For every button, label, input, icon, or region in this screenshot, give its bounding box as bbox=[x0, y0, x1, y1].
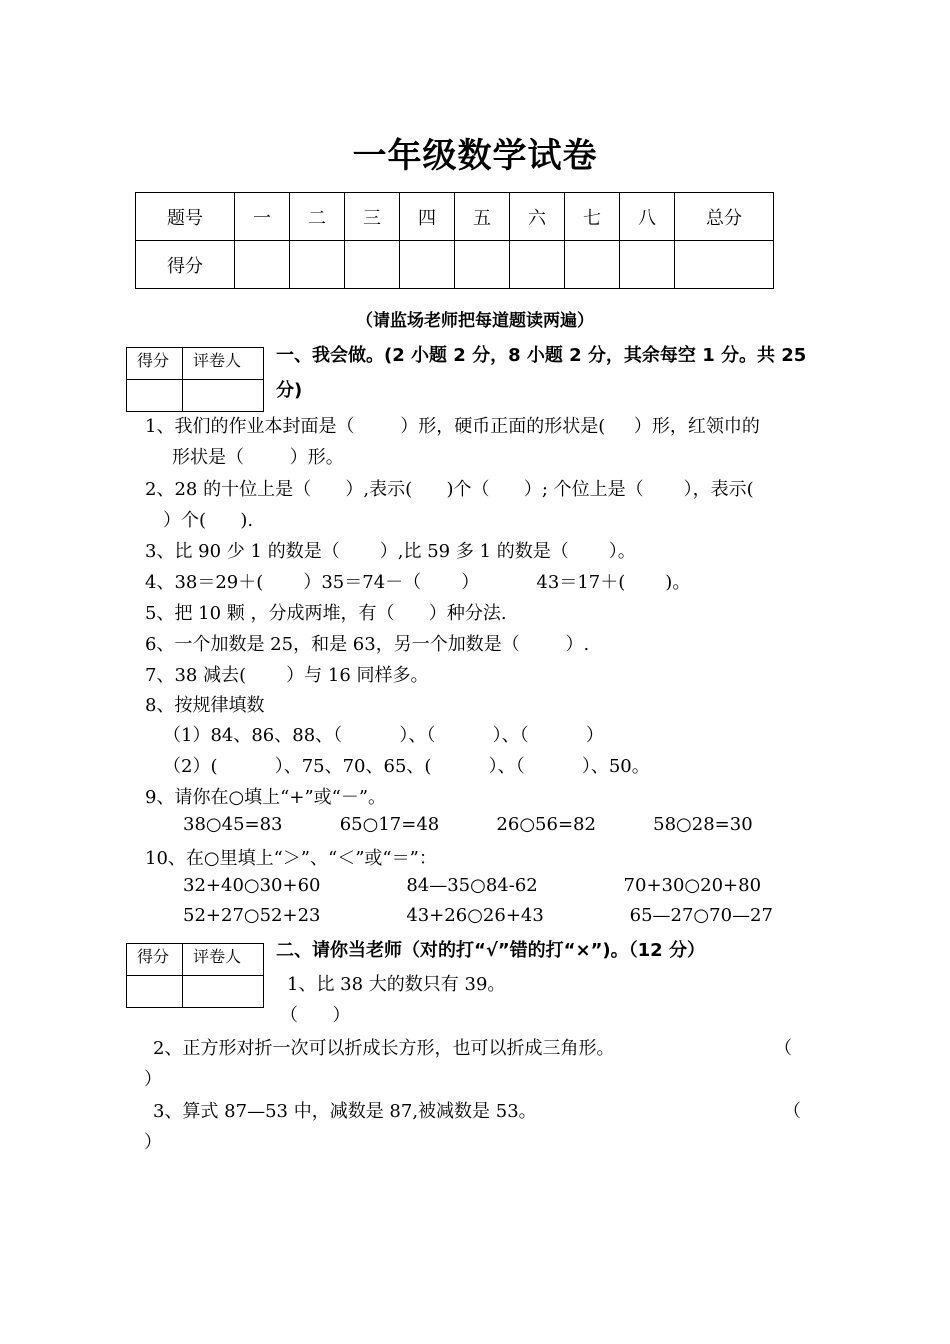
section1-heading: 一、我会做。(2 小题 2 分，8 小题 2 分，其余每空 1 分。共 25 bbox=[276, 345, 807, 366]
question-line: 形状是（ ）形。 bbox=[172, 447, 344, 468]
question-line: 6、一个加数是 25，和是 63，另一个加数是（ ）. bbox=[145, 634, 590, 655]
grader-score-cell bbox=[127, 976, 183, 1008]
grader-name-cell bbox=[183, 976, 264, 1008]
score-cell bbox=[510, 241, 565, 289]
grader-name-label: 评卷人 bbox=[183, 348, 264, 380]
grader-score-label: 得分 bbox=[127, 944, 183, 976]
answer-paren-open: （ bbox=[774, 1038, 792, 1059]
question-line: （1）84、86、88、（ ）、（ ）、（ ） bbox=[163, 725, 604, 746]
judge-item: 3、算式 87—53 中，减数是 87,被减数是 53。 bbox=[153, 1101, 537, 1122]
header-cell: 四 bbox=[400, 193, 455, 241]
question-line: ）个( ). bbox=[163, 510, 254, 531]
grader-name-cell bbox=[183, 380, 264, 412]
score-table-header-row bbox=[136, 193, 774, 241]
header-cell: 二 bbox=[290, 193, 345, 241]
header-cell: 七 bbox=[565, 193, 620, 241]
question-line: 3、比 90 少 1 的数是（ ）,比 59 多 1 的数是（ ）。 bbox=[145, 541, 636, 562]
grader-score-cell bbox=[127, 380, 183, 412]
header-cell: 总分 bbox=[675, 193, 774, 241]
header-cell: 一 bbox=[235, 193, 290, 241]
proctor-notice: （请监场老师把每道题读两遍） bbox=[356, 311, 594, 331]
answer-paren-close: ） bbox=[144, 1132, 162, 1153]
answer-parens: （ ） bbox=[280, 1005, 351, 1026]
question-line: 9、请你在○填上“+”或“－”。 bbox=[145, 787, 387, 808]
page-title: 一年级数学试卷 bbox=[352, 136, 598, 176]
header-cell: 六 bbox=[510, 193, 565, 241]
question-line: 38○45=83 65○17=48 26○56=82 58○28=30 bbox=[183, 814, 753, 835]
question-line: （2）( ）、75、70、65、( ）、（ ）、50。 bbox=[163, 756, 650, 777]
question-line: 10、在○里填上“＞”、“＜”或“＝”： bbox=[145, 848, 437, 869]
score-cell bbox=[620, 241, 675, 289]
score-cell bbox=[675, 241, 774, 289]
score-cell bbox=[345, 241, 400, 289]
question-line: 4、38＝29＋( ）35＝74－（ ） 43＝17＋( )。 bbox=[145, 572, 691, 593]
question-line: 7、38 减去( ）与 16 同样多。 bbox=[145, 665, 429, 686]
header-cell: 八 bbox=[620, 193, 675, 241]
section2-heading: 二、请你当老师（对的打“√”错的打“×”)。（12 分） bbox=[276, 940, 705, 961]
judge-item: 2、正方形对折一次可以折成长方形，也可以折成三角形。 bbox=[153, 1038, 615, 1059]
question-line: 8、按规律填数 bbox=[145, 695, 265, 716]
question-line: 32+40○30+60 84—35○84-62 70+30○20+80 bbox=[183, 875, 762, 896]
header-cell: 三 bbox=[345, 193, 400, 241]
grader-box-1 bbox=[126, 347, 264, 412]
row-label: 得分 bbox=[136, 241, 235, 289]
grader-name-label: 评卷人 bbox=[183, 944, 264, 976]
question-line: 1、我们的作业本封面是（ ）形，硬币正面的形状是( ）形，红领巾的 bbox=[145, 416, 760, 437]
grader-box-2 bbox=[126, 943, 264, 1008]
score-cell bbox=[455, 241, 510, 289]
question-line: 2、28 的十位上是（ ）,表示( )个（ ）; 个位上是（ ），表示( bbox=[145, 479, 754, 500]
answer-paren-open: （ bbox=[783, 1101, 801, 1122]
score-table bbox=[135, 192, 774, 289]
score-cell bbox=[400, 241, 455, 289]
judge-item: 1、比 38 大的数只有 39。 bbox=[287, 974, 506, 995]
score-cell bbox=[290, 241, 345, 289]
score-cell bbox=[235, 241, 290, 289]
question-line: 52+27○52+23 43+26○26+43 65—27○70—27 bbox=[183, 905, 773, 926]
grader-score-label: 得分 bbox=[127, 348, 183, 380]
answer-paren-close: ） bbox=[144, 1069, 162, 1090]
score-cell bbox=[565, 241, 620, 289]
score-table-score-row bbox=[136, 241, 774, 289]
header-cell: 题号 bbox=[136, 193, 235, 241]
question-line: 5、把 10 颗 ，分成两堆，有（ ）种分法. bbox=[145, 603, 507, 624]
section1-heading-cont: 分) bbox=[276, 380, 303, 401]
header-cell: 五 bbox=[455, 193, 510, 241]
